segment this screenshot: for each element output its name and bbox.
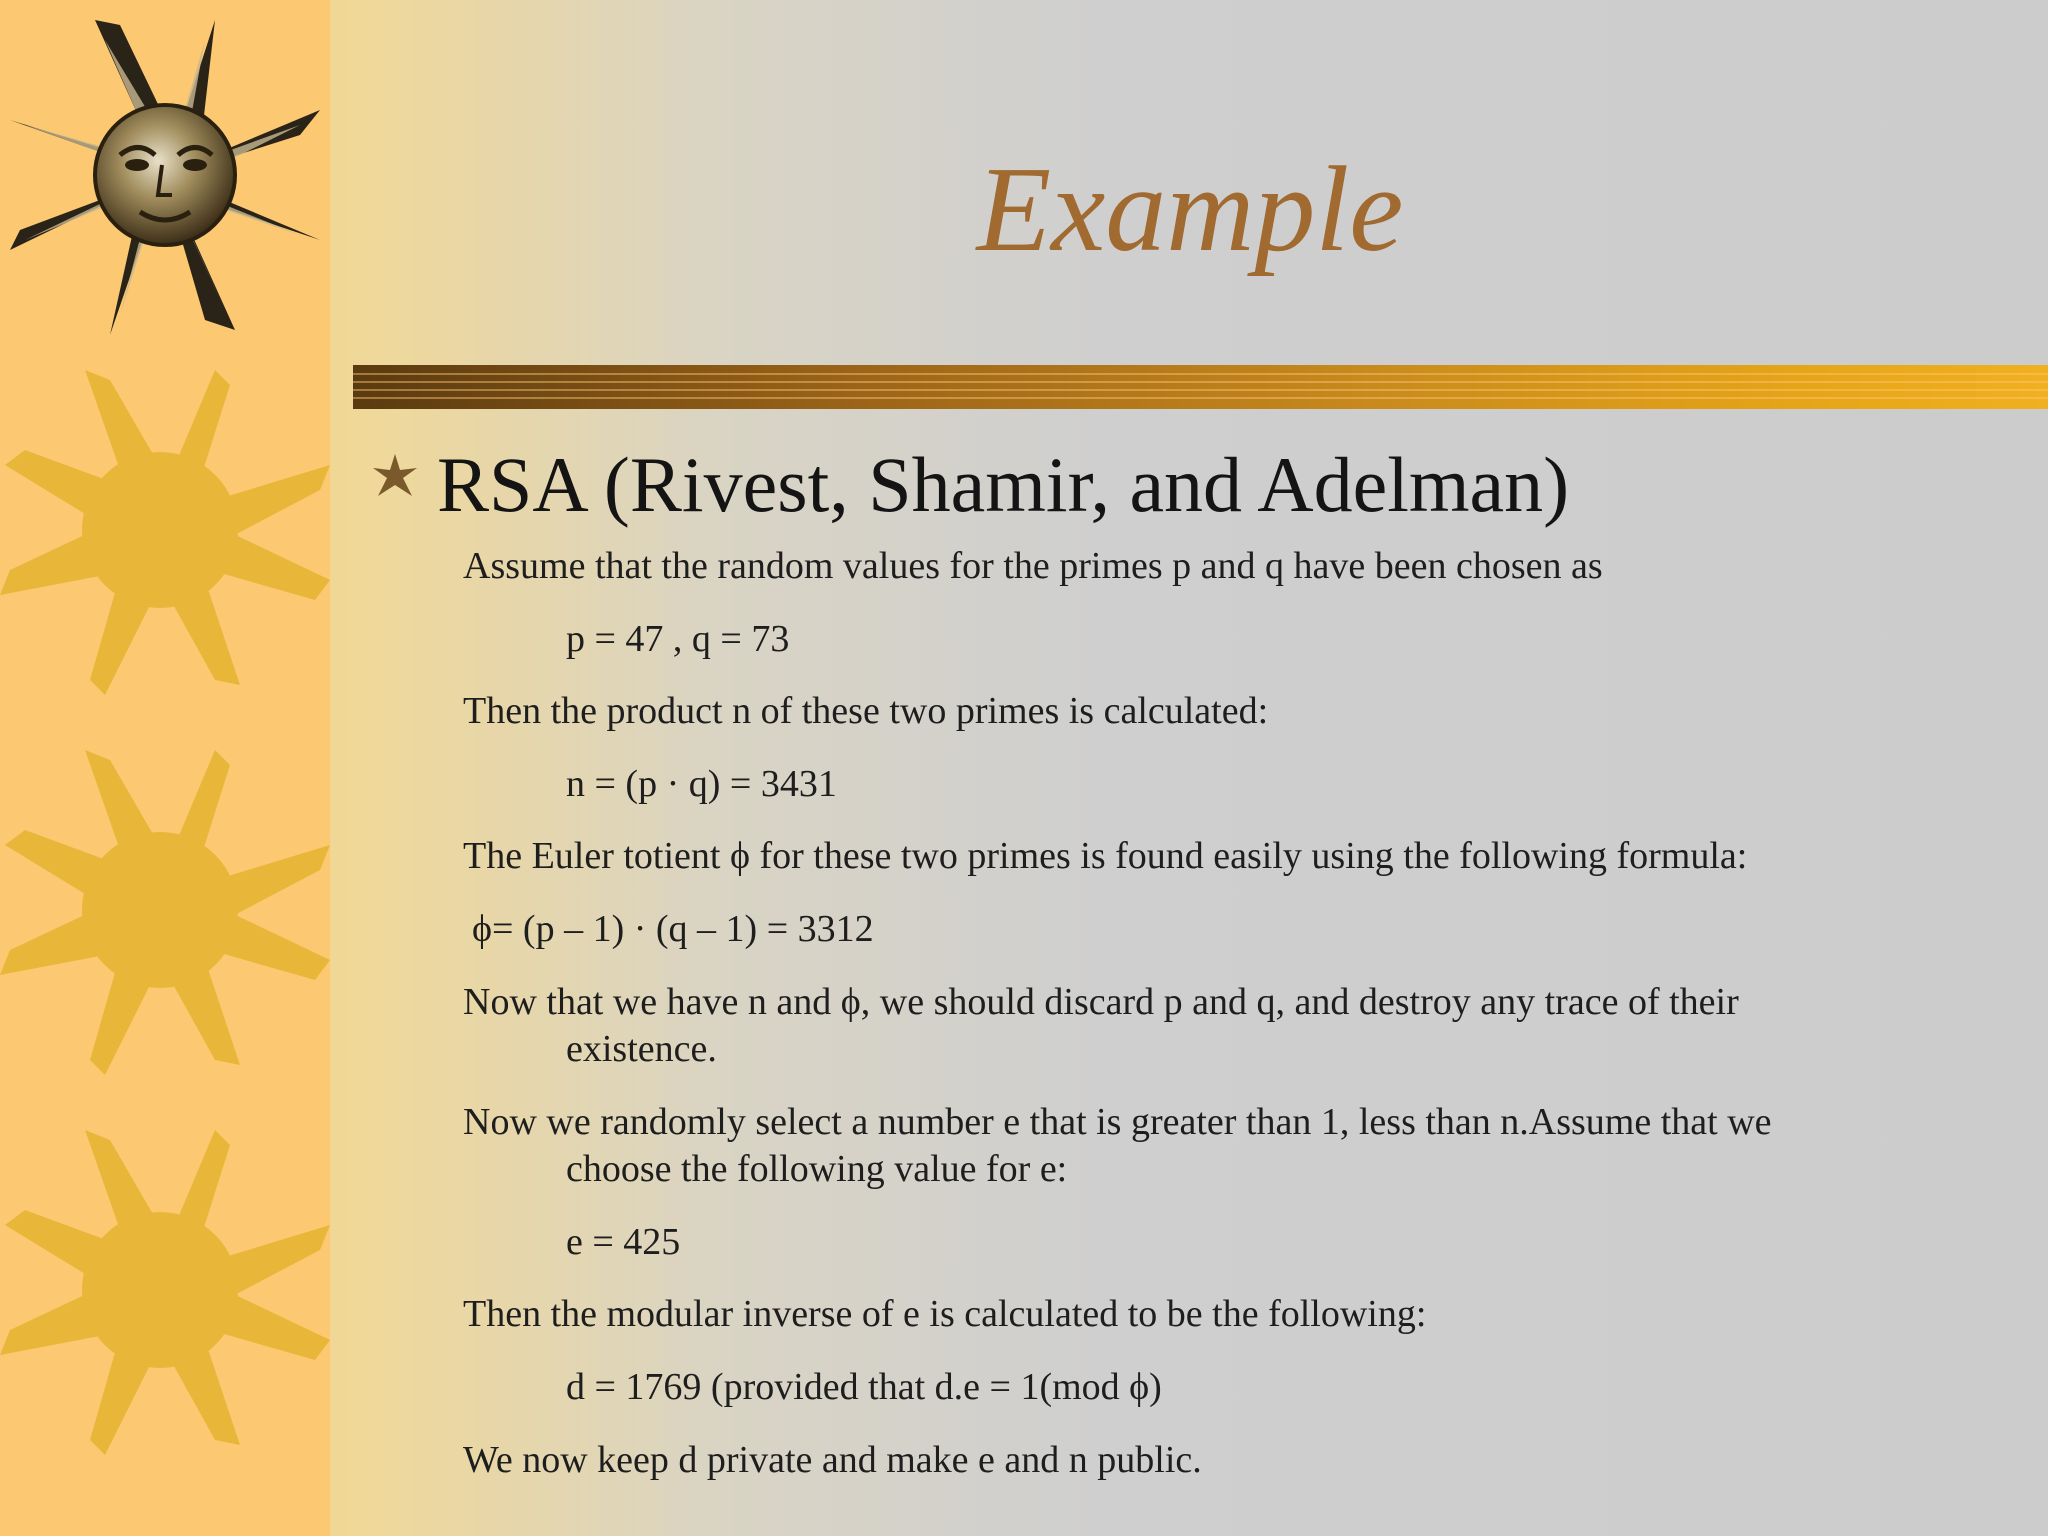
body-line: Then the product n of these two primes is calculated: — [463, 690, 1269, 732]
body-line: p = 47 , q = 73 — [566, 618, 790, 660]
body-line: Now that we have n and ϕ, we should discard p and q, and destroy any trace of their — [463, 981, 1739, 1023]
sun-icon — [0, 1125, 330, 1455]
body-line: The Euler totient ϕ for these two primes is found easily using the following formula: — [463, 835, 1748, 877]
body-line: We now keep d private and make e and n public. — [463, 1439, 1202, 1481]
body-line: Assume that the random values for the primes p and q have been chosen as — [463, 545, 1603, 587]
body-line: e = 425 — [566, 1221, 681, 1263]
body-line: d = 1769 (provided that d.e = 1(mod ϕ) — [566, 1366, 1162, 1408]
sun-face-icon — [0, 0, 330, 350]
body-line: n = (p · q) = 3431 — [566, 763, 837, 805]
star-bullet-icon — [370, 452, 420, 502]
body-line: Now we randomly select a number e that is greater than 1, less than n.Assume that we — [463, 1101, 1772, 1143]
body-line: existence. — [566, 1028, 717, 1070]
sun-icon — [0, 365, 330, 695]
bullet-heading: RSA (Rivest, Shamir, and Adelman) — [437, 441, 1570, 528]
body-line: choose the following value for e: — [566, 1148, 1068, 1190]
sun-icon — [0, 745, 330, 1075]
slide-title: Example — [976, 142, 1404, 277]
title-divider — [353, 365, 2048, 409]
body-line: ϕ= (p – 1) · (q – 1) = 3312 — [472, 908, 874, 950]
body-line: Then the modular inverse of e is calculated to be the following: — [463, 1293, 1427, 1335]
